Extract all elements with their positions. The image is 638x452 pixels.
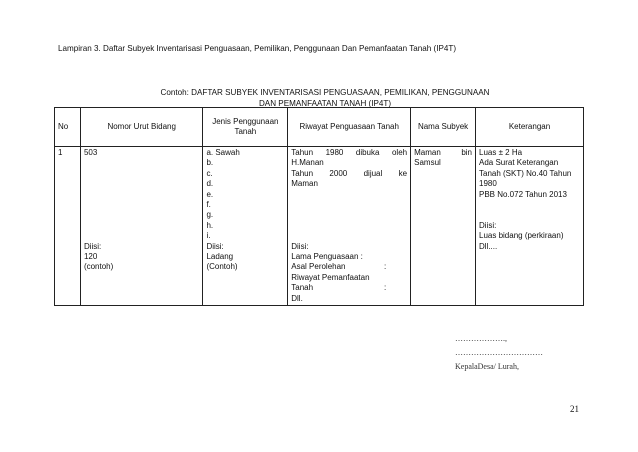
jenis-diisi-label: Diisi: [206, 241, 224, 251]
riwayat-word: 1980 [325, 148, 344, 157]
subtitle-line-2: DAN PEMANFAATAN TANAH (IP4T) [258, 98, 392, 108]
keterangan-line: Tanah (SKT) No.40 Tahun [479, 168, 572, 178]
subtitle-line-1: Contoh: DAFTAR SUBYEK INVENTARISASI PENGUASAAN, PEMILIKAN, PENGGUNAAN [160, 88, 490, 97]
riwayat-word: Tahun [291, 168, 314, 178]
header-riwayat: Riwayat Penguasaan Tanah [288, 108, 411, 147]
header-jenis-penggunaan: Jenis Penggunaan Tanah [203, 108, 288, 147]
riwayat-word: 2000 [329, 168, 348, 178]
nomor-diisi-note: (contoh) [83, 262, 114, 272]
asal-perolehan-colon: : [384, 262, 387, 272]
jenis-item: i. [206, 231, 211, 241]
keterangan-line: 1980 [479, 179, 497, 189]
header-nomor-urut: Nomor Urut Bidang [80, 108, 203, 147]
riwayat-pemanfaatan: Riwayat Pemanfaatan [291, 272, 370, 282]
cell-keterangan [476, 147, 584, 306]
table-row [55, 147, 584, 306]
nomor-urut-value: 503 [83, 148, 98, 157]
lama-penguasaan: Lama Penguasaan : [291, 251, 363, 261]
table-header-row [55, 108, 584, 147]
keterangan-diisi-label: Diisi: [479, 220, 497, 230]
nama-word: bin [461, 148, 472, 157]
nomor-diisi-value: 120 [83, 251, 98, 261]
signature-date-line: ………………., [455, 334, 507, 343]
header-no: No [55, 108, 81, 147]
header-nama-subyek: Nama Subyek [411, 108, 476, 147]
page-number: 21 [570, 404, 579, 414]
keterangan-diisi-dll: Dll.... [479, 241, 498, 251]
asal-perolehan-label: Asal Perolehan [291, 262, 346, 272]
tanah-label: Tanah [291, 283, 314, 293]
jenis-item: a. Sawah [206, 148, 240, 157]
riwayat-line-4: Maman [291, 179, 318, 189]
cell-nomor-urut [80, 147, 203, 306]
tanah-line [291, 283, 386, 293]
jenis-item: h. [206, 220, 214, 230]
nama-line-2: Samsul [414, 158, 441, 168]
header-keterangan: Keterangan [476, 108, 584, 147]
jenis-item: e. [206, 189, 214, 199]
cell-riwayat [288, 147, 411, 306]
nomor-diisi-label: Diisi: [83, 241, 102, 251]
keterangan-line: Luas ± 2 Ha [479, 148, 523, 157]
riwayat-line-3 [291, 169, 407, 179]
jenis-item: c. [206, 168, 213, 178]
jenis-item: b. [206, 158, 214, 168]
document-heading: Lampiran 3. Daftar Subyek Inventarisasi Penguasaan, Pemilikan, Penggunaan Dan Pemanfaatan Tanah (IP4T) [58, 44, 457, 53]
riwayat-word: dijual [363, 168, 383, 178]
riwayat-line-2: H.Manan [291, 158, 324, 168]
signature-blank-line: …………………………… [455, 348, 543, 357]
riwayat-word: Tahun [291, 148, 314, 157]
ip4t-table [54, 107, 584, 306]
jenis-diisi-value: Ladang [206, 252, 234, 262]
asal-perolehan [291, 262, 386, 272]
signature-title: KepalaDesa/ Lurah, [455, 362, 519, 371]
riwayat-word: oleh [391, 148, 408, 157]
cell-nama-subyek [411, 147, 476, 306]
table-subtitle [100, 88, 550, 109]
cell-no [55, 147, 81, 306]
nama-word: Maman [414, 148, 441, 157]
jenis-item: d. [206, 179, 214, 189]
riwayat-word: dibuka [355, 148, 380, 157]
riwayat-word: ke [398, 168, 408, 178]
keterangan-diisi-luas: Luas bidang (perkiraan) [479, 231, 564, 241]
riwayat-dll: Dll. [291, 293, 303, 303]
keterangan-line: Ada Surat Keterangan [479, 158, 559, 168]
cell-jenis-penggunaan [203, 147, 288, 306]
nama-line-1 [414, 148, 472, 158]
jenis-item: g. [206, 210, 214, 220]
riwayat-diisi-label: Diisi: [291, 241, 309, 251]
jenis-item: f. [206, 200, 211, 210]
keterangan-line: PBB No.072 Tahun 2013 [479, 189, 567, 199]
riwayat-line-1 [291, 148, 407, 158]
tanah-colon: : [384, 283, 387, 293]
jenis-diisi-note: (Contoh) [206, 262, 238, 272]
row-no: 1 [58, 148, 63, 157]
